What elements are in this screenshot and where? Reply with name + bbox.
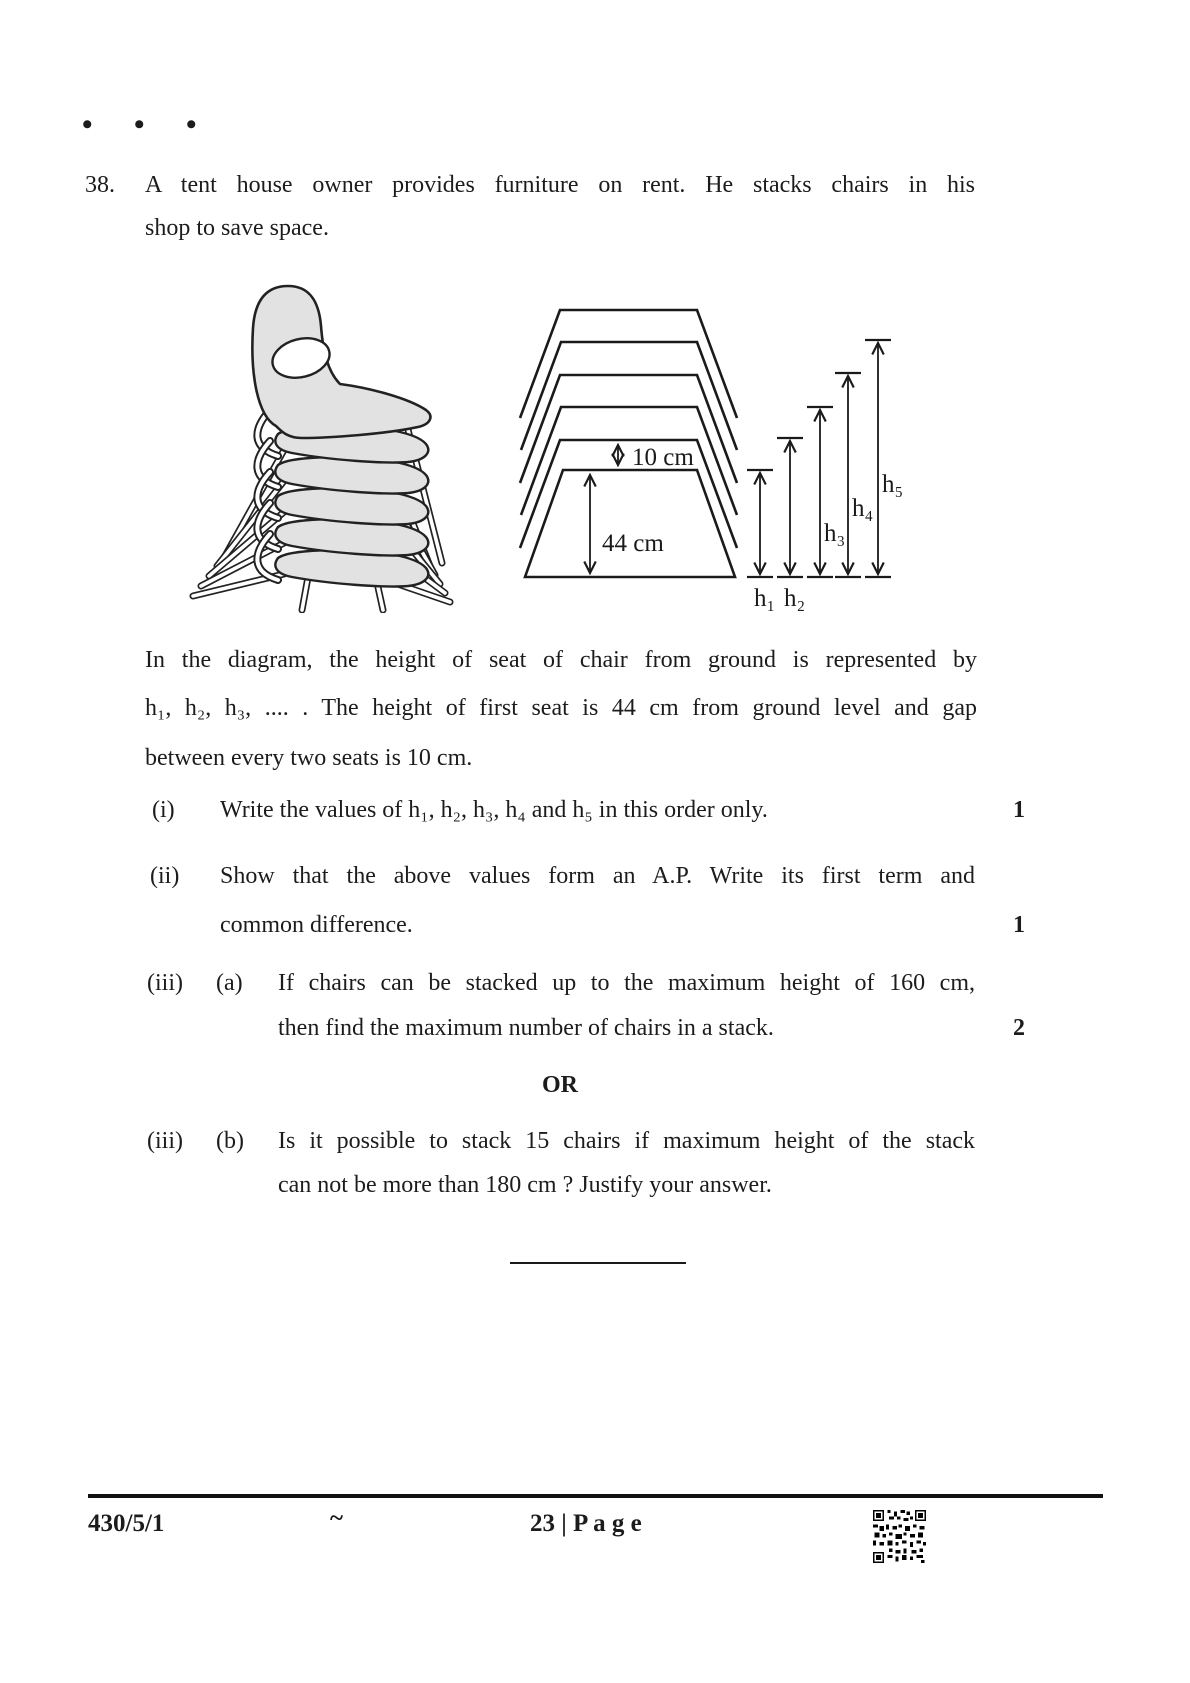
item-iiia-label: (iii)	[147, 970, 183, 996]
footer-rule	[88, 1494, 1103, 1498]
footer-page-number: 23 | P a g e	[530, 1510, 642, 1537]
figure-label-h2: h₂	[784, 585, 806, 612]
height-arrows	[747, 340, 891, 577]
figure-label-h1: h₁	[754, 585, 776, 612]
item-iiib-line2: can not be more than 180 cm ? Justify your answer.	[278, 1172, 772, 1198]
footer-paper-code: 430/5/1	[88, 1510, 165, 1537]
item-iiib-label: (iii)	[147, 1128, 183, 1154]
item-iiia-sublabel: (a)	[216, 970, 243, 996]
figure-label-h5: h₅	[882, 471, 904, 498]
item-ii-label: (ii)	[150, 863, 180, 889]
item-iiia-line2: then find the maximum number of chairs in a stack.	[278, 1015, 774, 1041]
marks-item-i: 1	[1013, 797, 1025, 823]
qr-code	[873, 1510, 926, 1563]
marks-item-ii: 1	[1013, 912, 1025, 938]
question-text-line2: shop to save space.	[145, 215, 329, 241]
item-iiib-line1: Is it possible to stack 15 chairs if maximum height of the stack	[278, 1128, 975, 1154]
paragraph-line2: h₁, h₂, h₃, .... . The height of first seat is 44 cm from ground level and gap	[145, 695, 977, 721]
item-iiib-sublabel: (b)	[216, 1128, 244, 1154]
paragraph-line3: between every two seats is 10 cm.	[145, 745, 473, 771]
paragraph-line1: In the diagram, the height of seat of chair from ground is represented by	[145, 647, 977, 673]
footer-tilde: ~	[330, 1505, 344, 1532]
marks-item-iiia: 2	[1013, 1015, 1025, 1041]
ellipsis-dots: • • •	[82, 108, 214, 141]
item-ii-line2: common difference.	[220, 912, 413, 938]
chair-stack-drawing	[193, 286, 450, 610]
end-divider-line	[510, 1262, 686, 1264]
item-i-label: (i)	[152, 797, 175, 823]
figure-label-10cm: 10 cm	[632, 444, 694, 471]
figure-label-44cm: 44 cm	[602, 530, 664, 557]
item-ii-line1: Show that the above values form an A.P. Write its first term and	[220, 863, 975, 889]
or-separator: OR	[542, 1072, 578, 1098]
question-number: 38.	[85, 172, 115, 198]
item-iiia-line1: If chairs can be stacked up to the maximum height of 160 cm,	[278, 970, 975, 996]
chairs-and-heights-diagram	[180, 258, 920, 613]
question-text-line1: A tent house owner provides furniture on rent. He stacks chairs in his	[145, 172, 975, 198]
figure-label-h4: h₄	[852, 495, 874, 522]
item-i-text: Write the values of h₁, h₂, h₃, h₄ and h₅ in this order only.	[220, 797, 768, 823]
figure-label-h3: h₃	[824, 520, 846, 547]
